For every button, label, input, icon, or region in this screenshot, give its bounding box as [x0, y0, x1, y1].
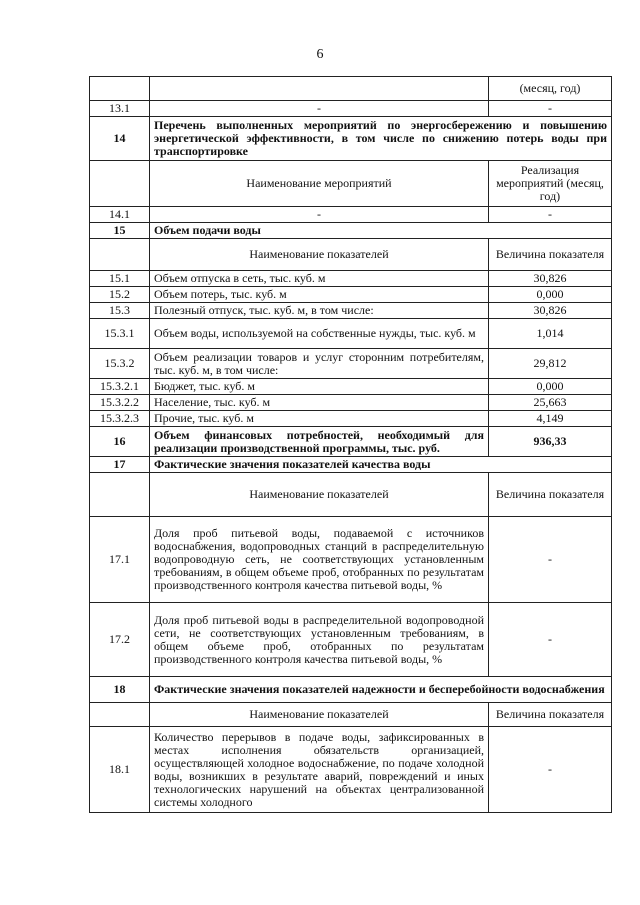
value-cell: 30,826	[489, 303, 612, 319]
table-row	[90, 427, 612, 457]
column-header-cell: Наименование показателей	[150, 239, 489, 271]
table-row	[90, 473, 612, 517]
row-number-cell: 17.2	[90, 603, 150, 677]
row-number-cell: 15.3	[90, 303, 150, 319]
row-number-cell: 15.2	[90, 287, 150, 303]
table-row	[90, 223, 612, 239]
value-header-cell: Величина показателя	[489, 239, 612, 271]
row-number-cell: 17.1	[90, 517, 150, 603]
table-row	[90, 703, 612, 727]
column-header-cell: Наименование мероприятий	[150, 161, 489, 207]
value-cell: 936,33	[489, 427, 612, 457]
table-row	[90, 287, 612, 303]
description-cell: Бюджет, тыс. куб. м	[150, 379, 489, 395]
description-cell: Объем воды, используемой на собственные нужды, тыс. куб. м	[150, 319, 489, 349]
value-cell: -	[489, 207, 612, 223]
description-cell: Население, тыс. куб. м	[150, 395, 489, 411]
row-number-cell	[90, 239, 150, 271]
row-number-cell: 15.3.2.1	[90, 379, 150, 395]
table-row	[90, 207, 612, 223]
value-cell: -	[489, 603, 612, 677]
value-cell: 4,149	[489, 411, 612, 427]
value-cell: 0,000	[489, 379, 612, 395]
row-number-cell: 15.3.2	[90, 349, 150, 379]
description-cell: Прочие, тыс. куб. м	[150, 411, 489, 427]
section-title-cell: Перечень выполненных мероприятий по энергосбережению и повышению энергетической эффективности, в том числе по снижению потерь воды при транспортировке	[150, 117, 612, 161]
section-number-cell: 18	[90, 677, 150, 703]
value-cell: 1,014	[489, 319, 612, 349]
description-cell	[150, 77, 489, 101]
row-number-cell: 14.1	[90, 207, 150, 223]
row-number-cell: 15.1	[90, 271, 150, 287]
row-number-cell	[90, 77, 150, 101]
value-cell: 30,826	[489, 271, 612, 287]
section-title-cell: Фактические значения показателей надежности и бесперебойности водоснабжения	[150, 677, 612, 703]
value-cell: 0,000	[489, 287, 612, 303]
section-title-cell: Объем подачи воды	[150, 223, 612, 239]
table-row	[90, 677, 612, 703]
row-number-cell: 15.3.1	[90, 319, 150, 349]
table-row	[90, 161, 612, 207]
section-number-cell: 16	[90, 427, 150, 457]
row-number-cell: 15.3.2.2	[90, 395, 150, 411]
row-number-cell: 18.1	[90, 727, 150, 813]
table-row	[90, 411, 612, 427]
value-cell: -	[489, 101, 612, 117]
value-cell: 25,663	[489, 395, 612, 411]
description-cell: -	[150, 101, 489, 117]
table-row	[90, 517, 612, 603]
description-cell: Объем отпуска в сеть, тыс. куб. м	[150, 271, 489, 287]
table-row	[90, 117, 612, 161]
page-number: 6	[316, 47, 324, 62]
table-row	[90, 379, 612, 395]
table-row	[90, 303, 612, 319]
column-header-cell: Наименование показателей	[150, 473, 489, 517]
value-cell: -	[489, 727, 612, 813]
table-row	[90, 101, 612, 117]
row-number-cell: 15.3.2.3	[90, 411, 150, 427]
row-number-cell	[90, 473, 150, 517]
table-row	[90, 77, 612, 101]
table-row	[90, 603, 612, 677]
table-row	[90, 271, 612, 287]
description-cell: Количество перерывов в подаче воды, зафиксированных в местах исполнения обязательств организацией, осуществляющей холодное водоснабжение, по подаче холодной воды, возникших в результате аварий, повреждений и иных технологических нарушений на объектах централизованной системы холодного	[150, 727, 489, 813]
section-title-cell: Объем финансовых потребностей, необходимый для реализации производственной программы, тыс. руб.	[150, 427, 489, 457]
description-cell: Доля проб питьевой воды в распределительной водопроводной сети, не соответствующих установленным требованиям, в общем объеме проб, отобранных по результатам производственного контроля качества питьевой воды, %	[150, 603, 489, 677]
table-row	[90, 319, 612, 349]
section-number-cell: 15	[90, 223, 150, 239]
table-row	[90, 727, 612, 813]
value-header-cell: Реализация мероприятий (месяц, год)	[489, 161, 612, 207]
value-cell: -	[489, 517, 612, 603]
table-row	[90, 395, 612, 411]
section-number-cell: 14	[90, 117, 150, 161]
section-number-cell: 17	[90, 457, 150, 473]
row-number-cell: 13.1	[90, 101, 150, 117]
table-row	[90, 239, 612, 271]
section-title-cell: Фактические значения показателей качества воды	[150, 457, 612, 473]
value-header-cell: (месяц, год)	[489, 77, 612, 101]
value-cell: 29,812	[489, 349, 612, 379]
value-header-cell: Величина показателя	[489, 473, 612, 517]
indicators-table	[89, 76, 612, 813]
table-row	[90, 457, 612, 473]
description-cell: Полезный отпуск, тыс. куб. м, в том числе:	[150, 303, 489, 319]
column-header-cell: Наименование показателей	[150, 703, 489, 727]
description-cell: -	[150, 207, 489, 223]
description-cell: Объем реализации товаров и услуг сторонним потребителям, тыс. куб. м, в том числе:	[150, 349, 489, 379]
table-row	[90, 349, 612, 379]
description-cell: Доля проб питьевой воды, подаваемой с источников водоснабжения, водопроводных станций в распределительную водопроводную сеть, не соответствующих установленным требованиям, в общем объеме проб, отобранных по результатам производственного контроля качества питьевой воды, %	[150, 517, 489, 603]
row-number-cell	[90, 703, 150, 727]
description-cell: Объем потерь, тыс. куб. м	[150, 287, 489, 303]
row-number-cell	[90, 161, 150, 207]
value-header-cell: Величина показателя	[489, 703, 612, 727]
